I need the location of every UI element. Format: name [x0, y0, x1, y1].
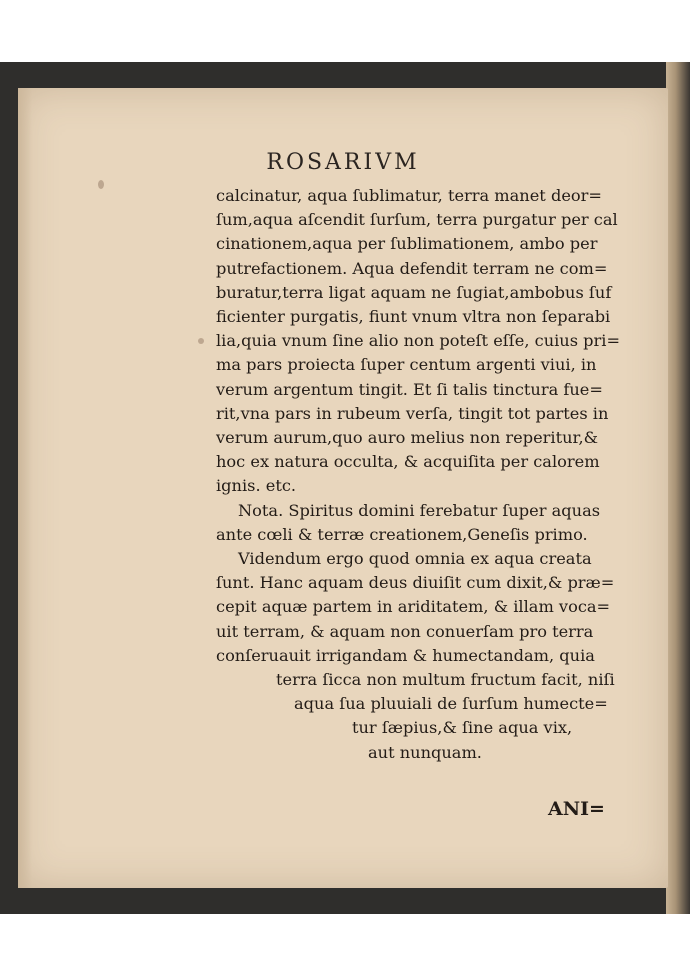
text-line: ficienter purgatis, fiunt vnum vltra non ſeparabi: [216, 307, 611, 327]
ink-stain: [98, 180, 104, 189]
adjacent-page-edge: [666, 62, 690, 914]
running-head: ROSARIVM: [266, 150, 420, 175]
videndum-line: Videndum ergo quod omnia ex aqua creata: [238, 549, 592, 569]
nota-line: Nota. Spiritus domini ferebatur ſuper aquas: [238, 500, 601, 520]
catchword: ANI=: [548, 798, 605, 820]
text-line: ignis. etc.: [216, 476, 297, 496]
body-text: [216, 184, 630, 765]
text-line: calcinatur, aqua ſublimatur, terra manet deor=: [216, 186, 602, 205]
text-line: rit,vna pars in rubeum verſa, tingit tot partes in: [216, 403, 609, 423]
text-line: putrefactionem. Aqua defendit terram ne com=: [216, 258, 608, 278]
videndum-line: conſeruauit irrigandam & humectandam, quia: [216, 645, 595, 665]
videndum-line: tur ſæpius,& ſine aqua vix,: [352, 718, 573, 738]
videndum-line: aqua ſua pluuiali de ſurſum humecte=: [294, 694, 608, 714]
text-line: cinationem,aqua per ſublimationem, ambo per: [216, 234, 598, 254]
text-line: ma pars proiecta ſuper centum argenti viui, in: [216, 355, 597, 375]
videndum-line: uit terram, & aquam non conuerſam pro terra: [216, 621, 594, 641]
text-line: lia,quia vnum ſine alio non poteſt eſſe, cuius pri=: [216, 331, 621, 351]
ink-stain: [198, 338, 204, 344]
videndum-line: aut nunquam.: [368, 742, 482, 762]
videndum-line: cepit aquæ partem in ariditatem, & illam voca=: [216, 597, 611, 617]
text-line: buratur,terra ligat aquam ne ſugiat,ambobus ſuf: [216, 282, 612, 302]
book-page: [18, 88, 668, 888]
videndum-line: ſunt. Hanc aquam deus diuiſit cum dixit,& præ=: [216, 573, 615, 593]
text-line: ſum,aqua aſcendit ſurſum, terra purgatur per cal: [216, 210, 618, 230]
text-line: hoc ex natura occulta, & acquiſita per calorem: [216, 452, 600, 472]
text-line: verum aurum,quo auro melius non reperitur,&: [216, 428, 599, 448]
videndum-line: terra ſicca non multum fructum facit, niſi: [276, 670, 615, 690]
nota-line: ante cœli & terræ creationem,Geneſis primo.: [216, 524, 588, 544]
text-line: verum argentum tingit. Et ſi talis tinctura fue=: [216, 379, 603, 399]
